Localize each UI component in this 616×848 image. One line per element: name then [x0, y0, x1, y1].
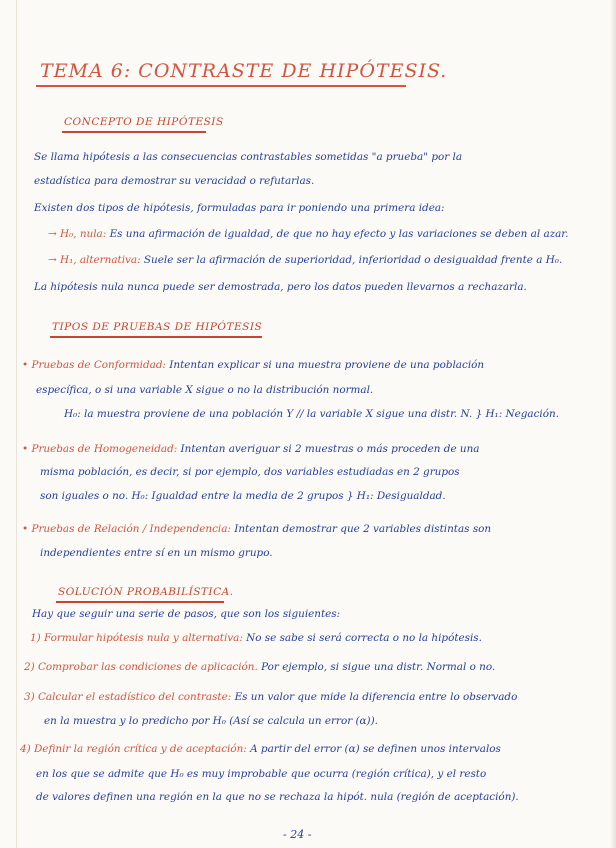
page-title: TEMA 6: CONTRASTE DE HIPÓTESIS.: [40, 60, 448, 82]
title-block: [36, 54, 448, 90]
bullet-dot-icon: •: [22, 523, 29, 535]
step-2-text: Por ejemplo, si sigue una distr. Normal o no.: [261, 661, 496, 673]
concepto-line-6: La hipótesis nula nunca puede ser demostrada, pero los datos pueden llevarnos a rechazarla.: [34, 281, 527, 293]
h0-text: Es una afirmación de igualdad, de que no hay efecto y las variaciones se deben al azar.: [109, 228, 569, 240]
bullet-dot-icon: •: [22, 443, 29, 455]
step-2: [24, 660, 495, 674]
step-3-line-1: [24, 690, 517, 704]
relacion-line-2: independientes entre sí en un mismo grupo.: [40, 547, 273, 559]
concepto-line-2: estadística para demostrar su veracidad o refutarlas.: [34, 175, 315, 187]
conformidad-label: Pruebas de Conformidad:: [31, 359, 166, 371]
homogeneidad-line-3: son iguales o no. H₀: Igualdad entre la media de 2 grupos } H₁: Desigualdad.: [40, 490, 446, 502]
step-3-text-1: Es un valor que mide la diferencia entre lo observado: [234, 691, 518, 703]
margin-line: [16, 0, 17, 848]
section-underline-tipos: [50, 336, 262, 338]
conformidad-line-1: [22, 358, 484, 372]
relacion-text-1: Intentan demostrar que 2 variables distintas son: [234, 523, 492, 535]
step-3-line-2: en la muestra y lo predicho por H₀ (Así se calcula un error (α)).: [44, 715, 378, 727]
concepto-line-3: Existen dos tipos de hipótesis, formuladas para ir poniendo una primera idea:: [34, 202, 445, 214]
concepto-line-1: Se llama hipótesis a las consecuencias contrastables sometidas "a prueba" por la: [34, 151, 463, 163]
section-underline-concepto: [62, 131, 206, 133]
homogeneidad-text-1: Intentan averiguar si 2 muestras o más proceden de una: [180, 443, 480, 455]
step-3-label: 3) Calcular el estadístico del contraste:: [24, 691, 232, 703]
section-heading-tipos: TIPOS DE PRUEBAS DE HIPÓTESIS: [52, 321, 263, 333]
h1-text: Suele ser la afirmación de superioridad, inferioridad o desigualdad frente a H₀.: [143, 254, 563, 266]
solucion-intro: Hay que seguir una serie de pasos, que son los siguientes:: [32, 608, 341, 620]
step-4-line-1: [20, 742, 501, 756]
title-underline: [36, 85, 406, 87]
step-4-line-3: de valores definen una región en la que no se rechaza la hipót. nula (región de aceptación).: [36, 791, 519, 803]
section-heading-solucion: SOLUCIÓN PROBABILÍSTICA.: [58, 586, 234, 598]
h1-definition: [48, 253, 562, 267]
step-4-text-1: A partir del error (α) se definen unos intervalos: [250, 743, 501, 755]
conformidad-line-3: H₀: la muestra proviene de una población Y // la variable X sigue una distr. N. } H₁: Negación.: [64, 408, 559, 420]
h0-definition: [48, 227, 568, 241]
step-1-label: 1) Formular hipótesis nula y alternativa:: [30, 632, 243, 644]
conformidad-line-2: específica, o si una variable X sigue o no la distribución normal.: [36, 384, 374, 396]
step-1-text: No se sabe si será correcta o no la hipótesis.: [246, 632, 482, 644]
h1-label: → H₁, alternativa:: [48, 254, 141, 266]
step-4-line-2: en los que se admite que H₀ es muy improbable que ocurra (región crítica), y el resto: [36, 768, 487, 780]
h0-label: → H₀, nula:: [48, 228, 107, 240]
step-2-label: 2) Comprobar las condiciones de aplicación.: [24, 661, 258, 673]
homogeneidad-line-2: misma población, es decir, si por ejemplo, dos variables estudiadas en 2 grupos: [40, 466, 460, 478]
page-edge-shadow: [610, 0, 616, 848]
relacion-line-1: [22, 522, 491, 536]
page-number: - 24 -: [283, 828, 312, 841]
step-4-label: 4) Definir la región crítica y de aceptación:: [20, 743, 247, 755]
homogeneidad-label: Pruebas de Homogeneidad:: [31, 443, 178, 455]
bullet-dot-icon: •: [22, 359, 29, 371]
section-underline-solucion: [56, 601, 224, 603]
homogeneidad-line-1: [22, 442, 479, 456]
section-heading-concepto: CONCEPTO DE HIPÓTESIS: [64, 116, 224, 128]
step-1: [30, 631, 482, 645]
conformidad-text-1: Intentan explicar si una muestra proviene de una población: [169, 359, 485, 371]
relacion-label: Pruebas de Relación / Independencia:: [31, 523, 231, 535]
